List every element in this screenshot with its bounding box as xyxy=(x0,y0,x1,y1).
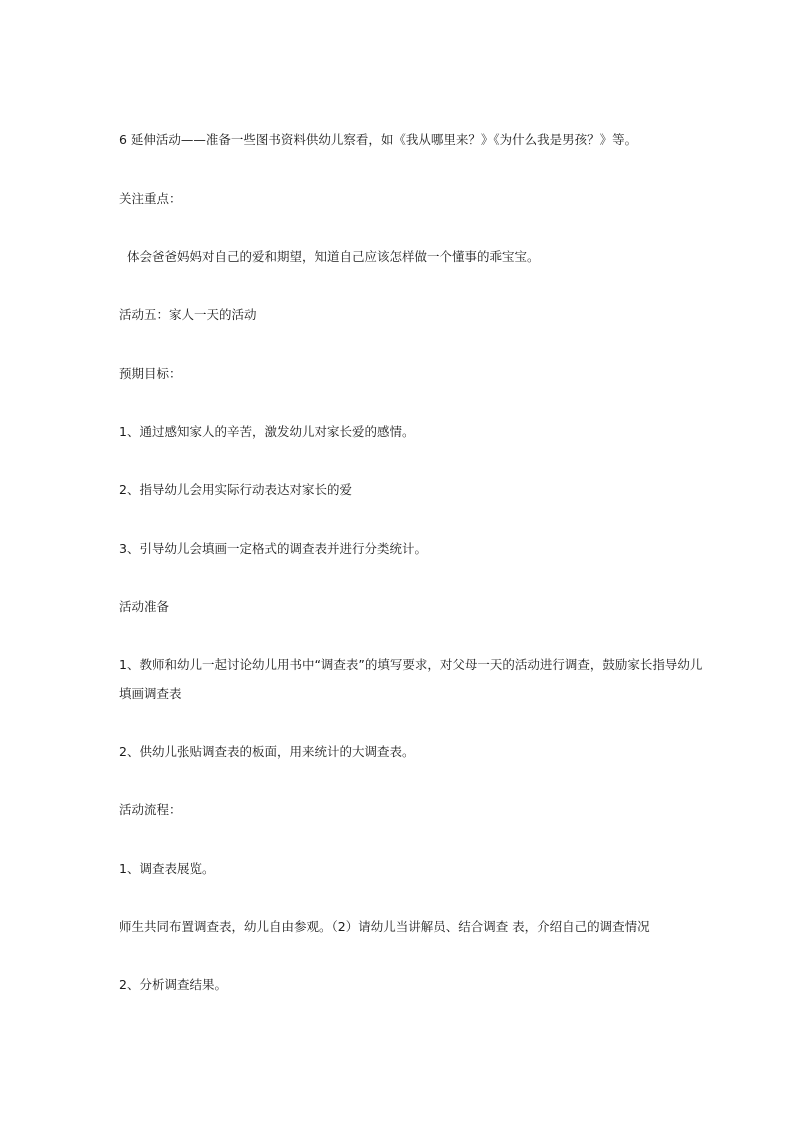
preparation-item-1-continued: 填画调查表 xyxy=(119,686,182,701)
preparation-item-1: 1、教师和幼儿一起讨论幼儿用书中“调查表”的填写要求，对父母一天的活动进行调查，鼓励家长指导幼儿 xyxy=(119,657,703,672)
heading-key-focus: 关注重点： xyxy=(119,191,182,206)
process-step-2: 2、分析调查结果。 xyxy=(119,977,227,992)
goal-item-2: 2、指导幼儿会用实际行动表达对家长的爱 xyxy=(119,482,352,497)
paragraph-key-focus-text: 体会爸爸妈妈对自己的爱和期望，知道自己应该怎样做一个懂事的乖宝宝。 xyxy=(127,249,540,264)
paragraph-extension-activity: 6 延伸活动——准备一些图书资料供幼儿察看，如《我从哪里来？》《为什么我是男孩？》等。 xyxy=(119,132,638,147)
preparation-item-2: 2、供幼儿张贴调查表的板面，用来统计的大调查表。 xyxy=(119,744,415,759)
heading-activity-process: 活动流程： xyxy=(119,802,182,817)
goal-item-3: 3、引导幼儿会填画一定格式的调查表并进行分类统计。 xyxy=(119,541,427,556)
heading-expected-goals: 预期目标： xyxy=(119,366,182,381)
heading-activity-preparation: 活动准备 xyxy=(119,599,170,614)
heading-activity-five: 活动五：家人一天的活动 xyxy=(119,307,257,322)
process-step-1: 1、调查表展览。 xyxy=(119,861,215,876)
goal-item-1: 1、通过感知家人的辛苦，激发幼儿对家长爱的感情。 xyxy=(119,424,415,439)
process-step-1-detail: 师生共同布置调查表，幼儿自由参观。（2）请幼儿当讲解员、结合调查 表，介绍自己的调查情况 xyxy=(119,919,650,934)
